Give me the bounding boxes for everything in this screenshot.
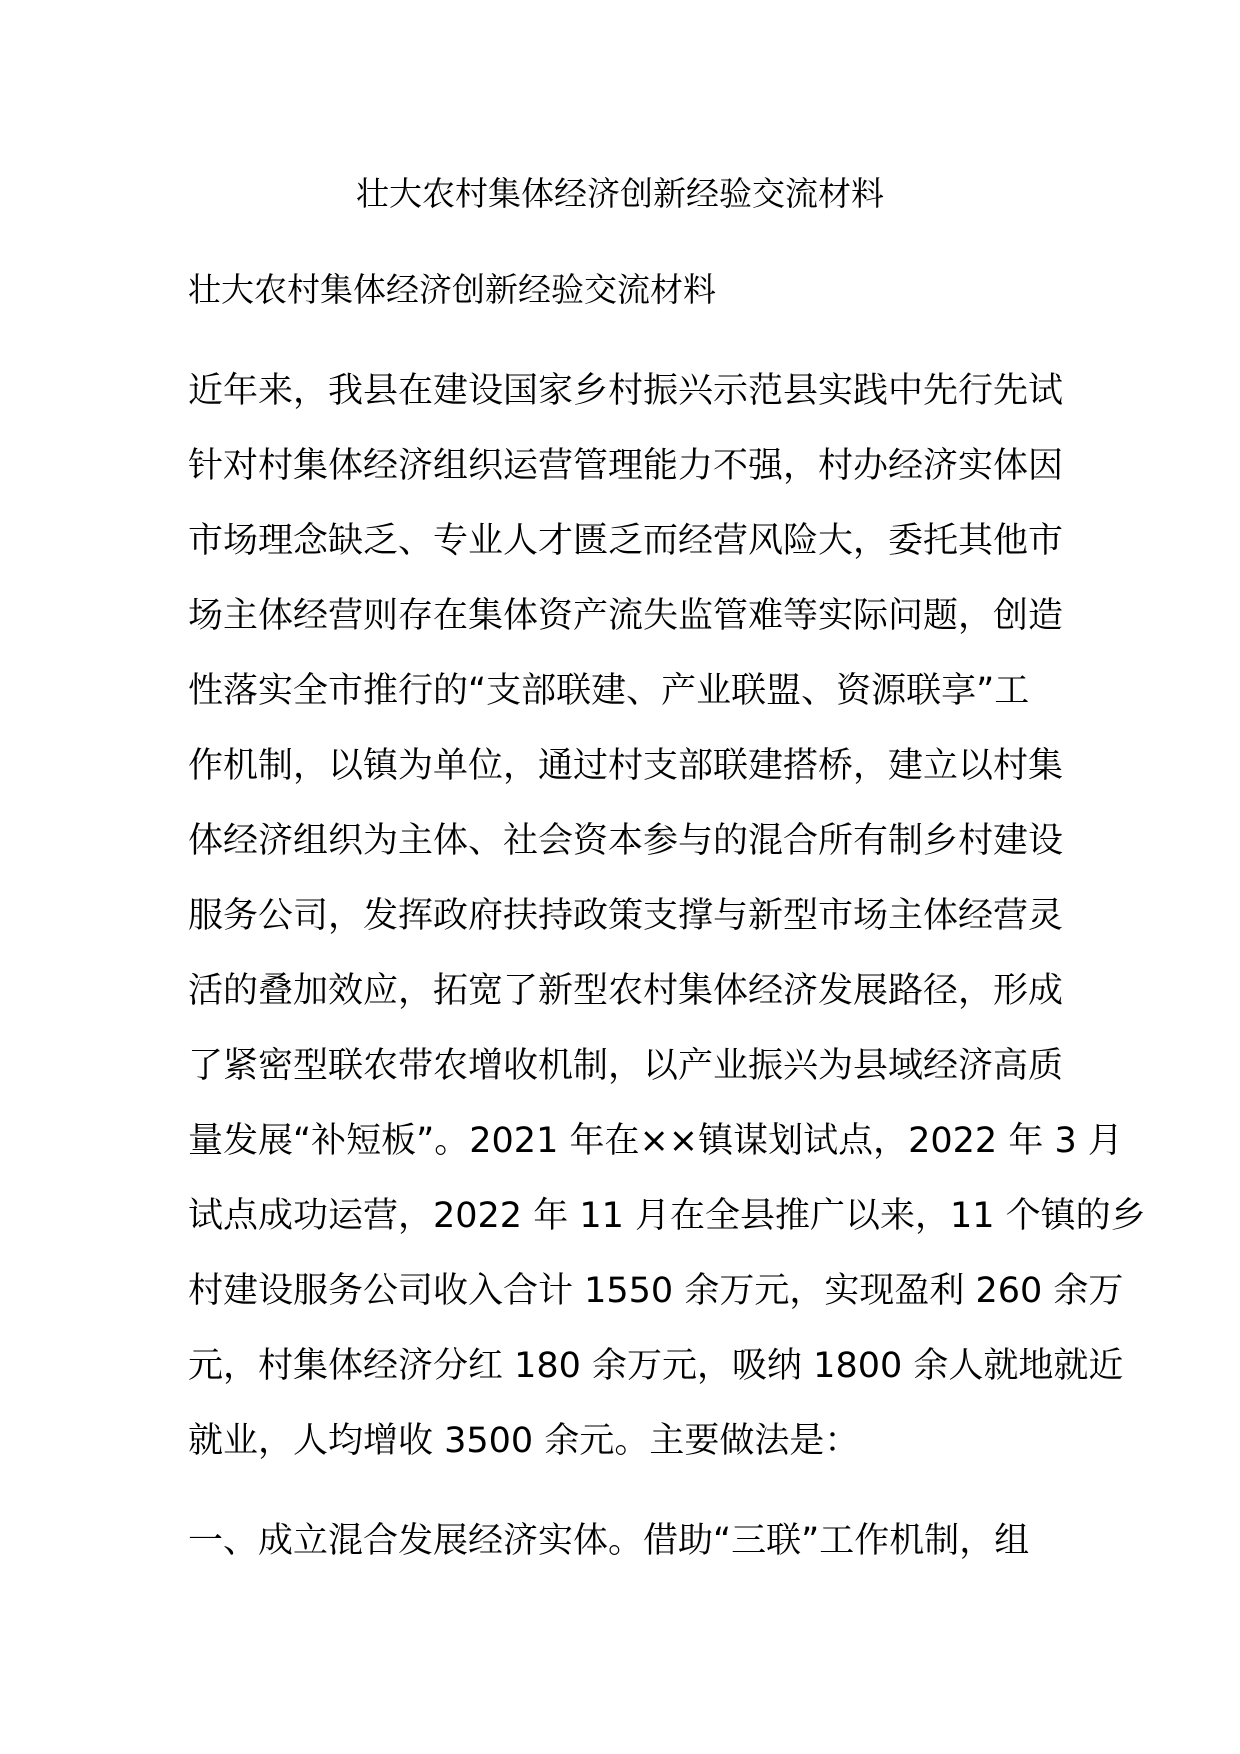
paragraph-line: 量发展“补短板”。2021 年在××镇谋划试点，2022 年 3 月 [188,1121,1123,1161]
document-subtitle: 壮大农村集体经济创新经验交流材料 [188,270,716,309]
paragraph-line: 就业，人均增收 3500 余元。主要做法是： [188,1421,860,1461]
paragraph-line: 试点成功运营，2022 年 11 月在全县推广以来，11 个镇的乡 [188,1196,1146,1236]
paragraph-line: 市场理念缺乏、专业人才匮乏而经营风险大，委托其他市 [188,521,1064,561]
paragraph-2 [188,1504,1058,1579]
paragraph-line: 近年来，我县在建设国家乡村振兴示范县实践中先行先试 [188,371,1064,411]
section-heading-line: 一、成立混合发展经济实体。借助“三联”工作机制，组 [188,1521,1030,1561]
document-body [188,354,1146,1579]
paragraph-1 [188,354,1146,1504]
paragraph-line: 元，村集体经济分红 180 余万元，吸纳 1800 余人就地就近 [188,1346,1124,1386]
document-title: 壮大农村集体经济创新经验交流材料 [356,174,884,213]
paragraph-line: 作机制，以镇为单位，通过村支部联建搭桥，建立以村集 [188,746,1064,786]
paragraph-line: 体经济组织为主体、社会资本参与的混合所有制乡村建设 [188,821,1064,861]
paragraph-line: 了紧密型联农带农增收机制，以产业振兴为县域经济高质 [188,1046,1064,1086]
paragraph-line: 场主体经营则存在集体资产流失监管难等实际问题，创造 [188,596,1064,636]
paragraph-line: 性落实全市推行的“支部联建、产业联盟、资源联享”工 [188,671,1030,711]
paragraph-line: 活的叠加效应，拓宽了新型农村集体经济发展路径，形成 [188,971,1064,1011]
paragraph-line: 服务公司，发挥政府扶持政策支撑与新型市场主体经营灵 [188,896,1064,936]
paragraph-line: 村建设服务公司收入合计 1550 余万元，实现盈利 260 余万 [188,1271,1124,1311]
paragraph-line: 针对村集体经济组织运营管理能力不强，村办经济实体因 [188,446,1064,486]
